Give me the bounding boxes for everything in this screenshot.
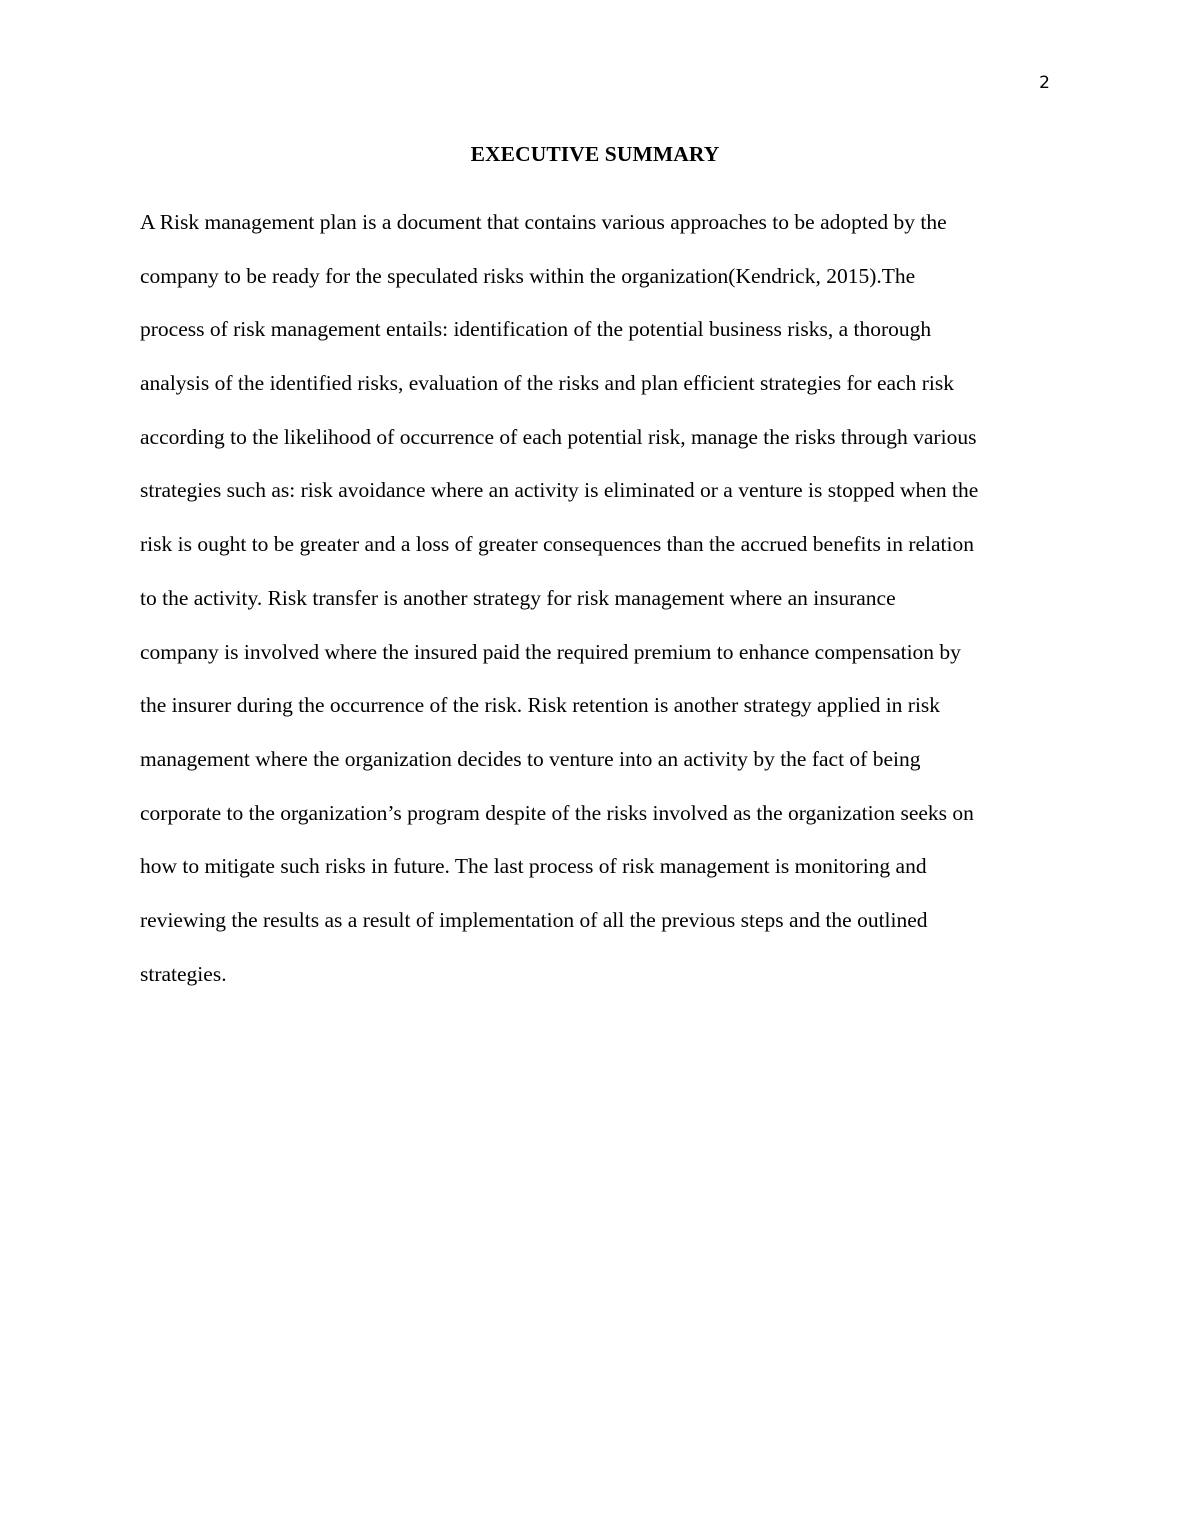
paragraph-line: A Risk management plan is a document that contains various approaches to be adopted by the xyxy=(140,210,947,234)
paragraph-line: corporate to the organization’s program despite of the risks involved as the organization seeks on xyxy=(140,800,974,825)
section-title: EXECUTIVE SUMMARY xyxy=(470,142,720,166)
paragraph-line: risk is ought to be greater and a loss of greater consequences than the accrued benefits in relation xyxy=(140,532,975,557)
paragraph-line: how to mitigate such risks in future. The last process of risk management is monitoring and xyxy=(140,854,927,879)
paragraph-line: to the activity. Risk transfer is another strategy for risk management where an insurance xyxy=(140,585,896,610)
paragraph-line: process of risk management entails: identification of the potential business risks, a thorough xyxy=(140,317,932,342)
page-number: 2 xyxy=(1039,73,1050,93)
paragraph-line: company is involved where the insured paid the required premium to enhance compensation by xyxy=(140,639,961,664)
paragraph-line: strategies such as: risk avoidance where an activity is eliminated or a venture is stopped when the xyxy=(140,478,979,503)
paragraph-line: reviewing the results as a result of implementation of all the previous steps and the outlined xyxy=(140,907,928,932)
paragraph-line: management where the organization decides to venture into an activity by the fact of being xyxy=(140,746,921,771)
paragraph-line: strategies. xyxy=(140,961,227,986)
body-paragraph xyxy=(140,196,1060,1001)
paragraph-line: according to the likelihood of occurrence of each potential risk, manage the risks through various xyxy=(140,424,977,449)
paragraph-line: company to be ready for the speculated risks within the organization(Kendrick, 2015).The xyxy=(140,263,916,288)
paragraph-line: the insurer during the occurrence of the risk. Risk retention is another strategy applied in risk xyxy=(140,693,941,718)
paragraph-line: analysis of the identified risks, evaluation of the risks and plan efficient strategies for each risk xyxy=(140,371,954,396)
